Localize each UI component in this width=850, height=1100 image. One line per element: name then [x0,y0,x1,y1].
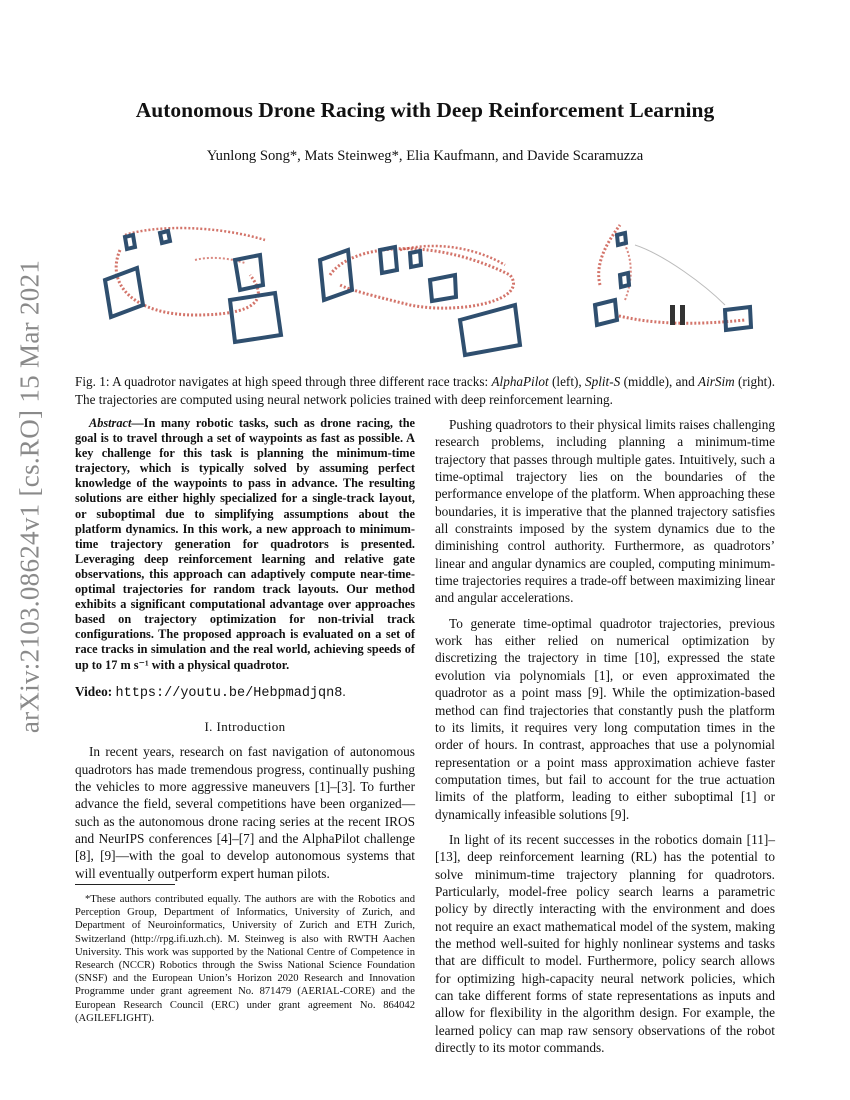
abstract-text: —In many robotic tasks, such as drone racing, the goal is to travel through a set of waypoints as fast as possible. A key challenge for this task is planning the minimum-time trajectory, which is typically solved by assuming perfect knowledge of the waypoints to pass in advance. The resulting solutions are either highly specialized for a single-track layout, or suboptimal due to simplifying assumptions about the platform dynamics. In this work, a new approach to minimum-time trajectory generation for quadrotors is presented. Leveraging deep reinforcement learning and relative gate observations, this approach can adaptively compute near-time-optimal trajectories for random track layouts. Our method exhibits a significant computational advantage over approaches based on trajectory optimization for non-trivial track configurations. The proposed approach is evaluated on a set of race tracks in simulation and the real world, achieving speeds of up to 17 m s⁻¹ with a physical quadrotor. [75,416,415,672]
video-period: . [342,683,346,699]
alphapilot-track-render [95,205,295,365]
footnote-text: *These authors contributed equally. The authors are with the Robotics and Perception Group, Department of Informatics, University of Zurich, and Department of Neuroinformatics, University of Zurich and ETH Zurich, Switzerland (http://rpg.ifi.uzh.ch). M. Steinweg is also with RWTH Aachen University. This work was supported by the National Centre of Competence in Research (NCCR) Robotics through the Swiss National Science Foundation (SNSF) and the European Union’s Horizon 2020 Research and Innovation Programme under grant agreement No. 871479 (AERIAL-CORE) and the European Research Council (ERC) under grant agreement No. 864042 (AGILEFLIGHT). [75,894,415,1024]
video-line [75,683,415,702]
airsim-track-render [575,205,765,365]
author-list: Yunlong Song*, Mats Steinweg*, Elia Kaufmann, and Davide Scaramuzza [206,148,644,164]
split-s-track-render [310,205,535,365]
right-paragraph-2: To generate time-optimal quadrotor trajectories, previous work has either relied on numerical optimization by discretizing the trajectory in time [10], expressed the state evolution via polynomials [1], or even approximated the quadrotor as a point mass [9]. While the optimization-based method can find trajectories that constantly push the platform to its limits, it requires very long computation times in the order of hours. In contrast, approaches that use a polynomial representation or a point mass approximation achieve faster computation times, but fail to account for the true actuation limits of the platform, leading to either suboptimal [1] or dynamically infeasible solutions [9]. [435,615,775,822]
caption-left: (left), [552,374,582,389]
right-paragraph-3: In light of its recent successes in the robotics domain [11]–[13], deep reinforcement learning (RL) has the potential to solve minimum-time trajectory planning for quadrotors. Particularly, model-free policy search learns a parametric policy by directly interacting with the environment and does not require an exact mathematical model of the system, making the method well-suited for highly nonlinear systems and tasks that are difficult to model. Furthermore, policy search allows for optimizing high-capacity neural network policies, which can take different forms of state representations as inputs and allow for flexibility in the algorithm design. For example, the learned policy can map raw sensory observations of the robot directly to its motor commands. [435,831,775,1056]
footnote [75,893,415,1025]
video-label: Video: [75,683,113,699]
figure-caption [75,373,775,408]
arxiv-id: arXiv:2103.08624v1 [cs.RO] 15 Mar 2021 [14,259,45,734]
caption-text-end: (right). The trajectories are computed using neural network policies trained with deep reinforcement learning. [75,374,776,407]
right-paragraph-1: Pushing quadrotors to their physical limits raises challenging research problems, including planning a minimum-time trajectory that passes through multiple gates. Intuitively, such a time-optimal trajectory lies on the boundaries of the performance envelope of the platform. When approaching these boundaries, it is imperative that the planned trajectory satisfies all constraints imposed by the system dynamics due to the diminishing control authority. Furthermore, as quadrotors’ linear and angular dynamics are coupled, computing minimum-time trajectories requires a trade-off between maximizing linear and angular accelerations. [435,417,775,606]
right-column [435,416,775,1064]
paper-title: Autonomous Drone Racing with Deep Reinforcement Learning [135,98,715,122]
track-name-alphapilot: AlphaPilot [491,374,549,389]
intro-paragraph: In recent years, research on fast navigation of autonomous quadrotors has made tremendous progress, continually pushing the vehicles to more aggressive maneuvers [1]–[3]. To further advance the field, several competitions have been organized—such as the autonomous drone racing series at the recent IROS and NeurIPS conferences [4]–[7] and the AlphaPilot challenge [8], [9]—with the goal to develop autonomous systems that will eventually outperform expert human pilots. [75,744,415,881]
left-column [75,416,415,890]
footnote-rule [75,884,175,885]
figure-1 [80,205,770,365]
abstract [75,416,415,673]
video-link[interactable]: https://youtu.be/Hebpmadjqn8 [115,685,343,701]
caption-text: A quadrotor navigates at high speed through three different race tracks: [112,374,489,389]
abstract-label: Abstract [89,416,132,430]
track-name-split-s: Split-S [585,374,621,389]
track-name-airsim: AirSim [698,374,735,389]
caption-middle: (middle), and [623,374,695,389]
caption-label: Fig. 1: [75,374,110,389]
section-heading: I. Introduction [204,718,286,734]
